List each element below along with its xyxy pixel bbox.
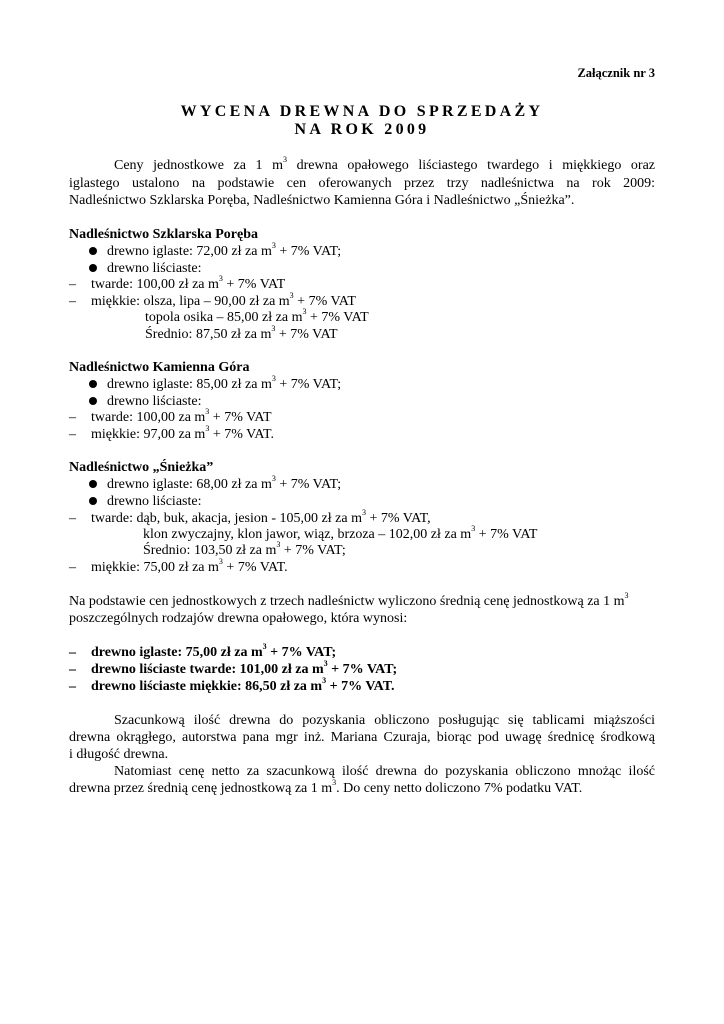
list-item: drewno iglaste: 72,00 zł za $m^3 + 7\%$ VAT; [89, 243, 341, 260]
bullet-icon [89, 247, 97, 255]
list-item: – miękkie: 75,00 zł za $m^3 + 7\%$ VAT. [69, 557, 288, 575]
list-item: drewno liściaste: [89, 493, 201, 510]
para2-line-1: Natomiast cenę netto za szacunkową ilość drewna do pozyskania obliczono mnożąc ilość [114, 764, 655, 779]
bullet-icon [89, 397, 97, 405]
document-title-line2: NA ROK 2009 [294, 121, 430, 138]
list-item: Średnio: 103,50 zł za $m^3 + 7\%$ VAT; [143, 540, 346, 558]
para1-line-3: i długość drewna. [69, 747, 169, 762]
para2-line-2: drewna przez średnią cenę jednostkową za 1 $m^3$. Do ceny netto doliczono 7% podatku VAT. [69, 778, 583, 796]
list-item: drewno liściaste: [89, 260, 201, 277]
list-item: – miękkie: 97,00 za $m^3 + 7\%$ VAT. [69, 424, 274, 442]
result-item-miekkie: – drewno liściaste miękkie: 86,50 zł za $m^3 + 7\%$ VAT. [69, 676, 395, 694]
section-heading-kamienna: Nadleśnictwo Kamienna Góra [69, 360, 250, 375]
bullet-icon [89, 480, 97, 488]
list-item: drewno iglaste: 85,00 zł za $m^3 + 7\%$ VAT; [89, 376, 341, 393]
section-heading-sniezka: Nadleśnictwo „Śnieżka” [69, 460, 214, 475]
bullet-icon [89, 264, 97, 272]
list-item: Średnio: 87,50 zł za $m^3 + 7\%$ VAT [145, 324, 338, 342]
list-item: klon zwyczajny, klon jawor, wiąz, brzoza – 102,00 zł za $m^3 + 7\%$ VAT [143, 524, 538, 542]
section-heading-szklarska: Nadleśnictwo Szklarska Poręba [69, 227, 258, 242]
result-item-iglaste: – drewno iglaste: 75,00 zł za $m^3 + 7\%$ VAT; [69, 642, 337, 660]
bullet-icon [89, 380, 97, 388]
intro-line-3: Nadleśnictwo Szklarska Poręba, Nadleśnictwo Kamienna Góra i Nadleśnictwo „Śnieżka”. [69, 193, 575, 208]
list-item: drewno iglaste: 68,00 zł za $m^3 + 7\%$ VAT; [89, 476, 341, 493]
list-item: drewno liściaste: [89, 393, 201, 410]
annex-label: Załącznik nr 3 [577, 66, 655, 80]
intro-line-2: iglastego ustalono na podstawie cen oferowanych przez trzy nadleśnictwa na rok 2009: [69, 176, 655, 191]
bullet-icon [89, 497, 97, 505]
para1-line-2: drewna okrągłego, autorstwa pana mgr inż. Mariana Czuraja, biorąc pod uwagę średnicę środkową [69, 730, 655, 745]
summary-line-1: Na podstawie cen jednostkowych z trzech nadleśnictw wyliczono średnią cenę jednostkową za 1 $m^3$ [69, 591, 629, 609]
list-item: – twarde: 100,00 zł za $m^3 + 7\%$ VAT [69, 274, 286, 292]
document-title-line1: WYCENA DREWNA DO SPRZEDAŻY [180, 103, 544, 120]
result-item-twarde: – drewno liściaste twarde: 101,00 zł za $m^3 + 7\%$ VAT; [69, 659, 398, 677]
list-item: topola osika – 85,00 zł za $m^3 + 7\%$ VAT [145, 307, 369, 325]
para1-line-1: Szacunkową ilość drewna do pozyskania obliczono posługując się tablicami miąższości [114, 713, 655, 728]
intro-line-1: Ceny jednostkowe za 1 $m^3$ drewna opałowego liściastego twardego i miękkiego oraz [114, 155, 656, 173]
list-item: – miękkie: olsza, lipa – 90,00 zł za $m^3 + 7\%$ VAT [69, 291, 356, 309]
list-item: – twarde: dąb, buk, akacja, jesion - 105,00 zł za $m^3 + 7\%$ VAT, [69, 508, 431, 526]
summary-line-2: poszczególnych rodzajów drewna opałowego, która wynosi: [69, 611, 408, 626]
list-item: – twarde: 100,00 za $m^3 + 7\%$ VAT [69, 407, 272, 425]
